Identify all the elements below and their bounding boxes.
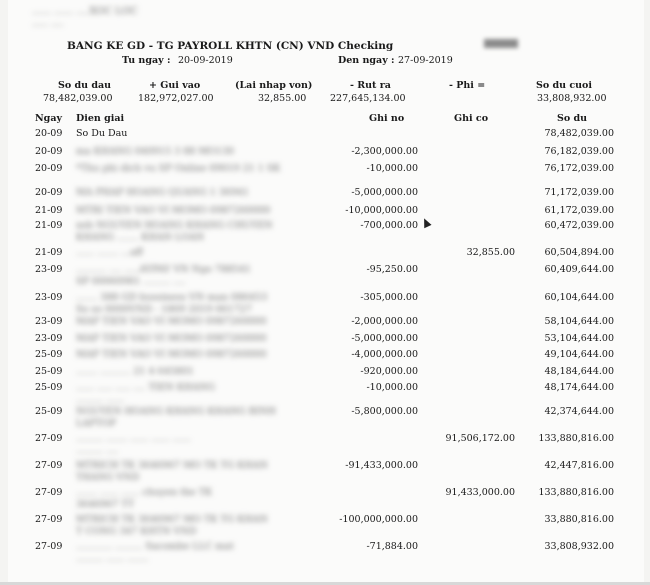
row-date: 20-09: [35, 187, 63, 198]
row-balance: 60,409,644.00: [544, 264, 614, 275]
row-description: MAP TIEN VAO VI MOMO 0987260000: [76, 316, 267, 327]
row-description: ....... 388 GD bussiness VN man 086453: [76, 292, 268, 303]
row-balance: 33,808,932.00: [544, 541, 614, 552]
row-date: 20-09: [35, 163, 63, 174]
row-debit: -10,000,000.00: [345, 205, 418, 216]
row-balance: 61,172,039.00: [544, 205, 614, 216]
row-date: 23-09: [35, 316, 63, 327]
summary-value-deposits: 182,972,027.00: [138, 93, 214, 104]
row-balance: 53,104,644.00: [544, 333, 614, 344]
summary-label-opening: So du dau: [58, 80, 112, 91]
row-debit: -10,000.00: [366, 163, 418, 174]
row-balance: 60,104,644.00: [544, 292, 614, 303]
row-debit: -920,000.00: [360, 366, 418, 377]
row-balance: 76,172,039.00: [544, 163, 614, 174]
row-description: .......... .... .....AYPAY VN Ngo 788541: [76, 264, 252, 275]
row-balance: 42,447,816.00: [544, 460, 614, 471]
row-credit: 91,506,172.00: [445, 433, 515, 444]
row-description-line2: LAPTOP: [76, 418, 117, 429]
column-header-credit: Ghi co: [454, 113, 489, 124]
summary-label-interest: (Lai nhap von): [235, 80, 313, 91]
row-description: MAP TIEN VAO VI MOMO 0987260000: [76, 333, 267, 344]
row-description: ....... ...... ...... chuyen the TK: [76, 487, 213, 498]
column-header-date: Ngay: [35, 113, 63, 124]
row-debit: -4,000,000.00: [351, 349, 418, 360]
row-debit: -10,000.00: [366, 382, 418, 393]
row-description-line2: So so 0000VND - 1809 2019 061727: [76, 304, 252, 315]
summary-label-closing: So du cuoi: [536, 80, 592, 91]
row-date: 25-09: [35, 349, 63, 360]
row-balance: 60,472,039.00: [544, 220, 614, 231]
row-balance: 71,172,039.00: [544, 187, 614, 198]
row-date: 27-09: [35, 460, 63, 471]
statement-page: [8, 0, 644, 585]
row-description-line2: ......... ....: [76, 445, 119, 456]
row-date: 27-09: [35, 541, 63, 552]
statement-title: BANG KE GD - TG PAYROLL KHTN (CN) VND Checking: [67, 40, 394, 52]
row-debit: -305,000.00: [360, 292, 418, 303]
row-date: 23-09: [35, 333, 63, 344]
row-description: MA PHAP HOANG QUANG 1 36941: [76, 187, 249, 198]
summary-label-withdrawals: - Rut ra: [350, 80, 391, 91]
row-balance: 48,184,644.00: [544, 366, 614, 377]
row-description-line2: KHANG ....... KHAN LOAN: [76, 232, 205, 243]
summary-value-interest: 32,855.00: [258, 93, 307, 104]
row-date: 25-09: [35, 406, 63, 417]
row-date: 25-09: [35, 366, 63, 377]
blurred-address-line: ..... ....: [32, 18, 64, 29]
row-credit: 32,855.00: [466, 247, 515, 258]
row-date: 25-09: [35, 382, 63, 393]
row-date: 27-09: [35, 514, 63, 525]
row-description: MTRICH TK 3646967 MO TK TG KHAN: [76, 514, 268, 525]
row-description: NGUYEN HOANG KHANG KHANG BINH: [76, 406, 276, 417]
row-description: ............ ......... Sacombe LLC mat: [76, 541, 234, 552]
to-date-label: Den ngay :: [338, 55, 395, 66]
row-date: 21-09: [35, 247, 63, 258]
row-description: ma KHANG 040915 3 88 MO130: [76, 146, 234, 157]
from-date-value: 20-09-2019: [178, 55, 233, 66]
row-balance: 78,482,039.00: [544, 128, 614, 139]
row-description-line2: T CONG 347 KHTN VND: [76, 526, 197, 537]
summary-value-opening: 78,482,039.00: [43, 93, 113, 104]
row-balance: 42,374,644.00: [544, 406, 614, 417]
row-date: 21-09: [35, 220, 63, 231]
column-header-description: Dien giai: [76, 113, 125, 124]
blurred-company-line: ...... ...... ....XOC LOC: [32, 6, 138, 17]
row-description: MAP TIEN VAO VI MOMO 0987260000: [76, 349, 267, 360]
row-debit: -91,433,000.00: [345, 460, 418, 471]
row-debit: -5,000,000.00: [351, 187, 418, 198]
row-date: 21-09: [35, 205, 63, 216]
row-debit: -2,300,000.00: [351, 146, 418, 157]
row-date: 20-09: [35, 128, 63, 139]
row-description-line2: 3646967 TT: [76, 499, 135, 510]
row-debit: -2,000,000.00: [351, 316, 418, 327]
row-credit: 91,433,000.00: [445, 487, 515, 498]
row-description-line2: SP 00060981 ......... ....: [76, 276, 186, 287]
row-description: xeb NGUYEN HOANG KHANG CHUYEN: [76, 220, 273, 231]
from-date-label: Tu ngay :: [122, 55, 171, 66]
row-balance: 133,880,816.00: [538, 433, 614, 444]
row-description-line2: THANG VND: [76, 472, 140, 483]
row-description: MTRI TIEN VAO VI MOMO 0987260000: [76, 205, 271, 216]
summary-label-deposits: + Gui vao: [149, 80, 201, 91]
row-date: 23-09: [35, 264, 63, 275]
blurred-logo: [484, 39, 518, 48]
row-date: 27-09: [35, 433, 63, 444]
summary-value-closing: 33,808,932.00: [537, 93, 607, 104]
row-date: 23-09: [35, 292, 63, 303]
summary-value-withdrawals: 227,645,134.00: [330, 93, 406, 104]
row-debit: -5,800,000.00: [351, 406, 418, 417]
row-balance: 58,104,644.00: [544, 316, 614, 327]
row-balance: 60,504,894.00: [544, 247, 614, 258]
row-debit: -95,250.00: [366, 264, 418, 275]
column-header-balance: So du: [557, 113, 588, 124]
row-description: *Thu phi dich vu SP Online 09019 21 1 SK: [76, 163, 281, 174]
row-balance: 48,174,644.00: [544, 382, 614, 393]
row-balance: 133,880,816.00: [538, 487, 614, 498]
row-debit: -100,000,000.00: [339, 514, 418, 525]
column-header-debit: Ghi no: [369, 113, 405, 124]
row-description: ...... ..... ..... .... TIEN KHANG: [76, 382, 215, 393]
row-debit: -5,000,000.00: [351, 333, 418, 344]
row-balance: 49,104,644.00: [544, 349, 614, 360]
row-description-line2: ......... ...... .......: [76, 553, 149, 564]
to-date-value: 27-09-2019: [398, 55, 453, 66]
row-description: MTRICH TK 3646967 MO TK TG KHAN: [76, 460, 268, 471]
row-description: So Du Dau: [76, 128, 128, 139]
row-date: 27-09: [35, 487, 63, 498]
row-description-line2: ......... ......: [76, 394, 125, 405]
row-balance: 76,182,039.00: [544, 146, 614, 157]
row-debit: -71,884.00: [366, 541, 418, 552]
row-description: ...... ....... ...aff: [76, 247, 143, 258]
row-description: ......... ....... ...... ...... ......: [76, 433, 191, 444]
row-balance: 33,880,816.00: [544, 514, 614, 525]
mouse-cursor-icon: [420, 217, 431, 229]
row-debit: -700,000.00: [360, 220, 418, 231]
summary-label-fees: - Phi =: [449, 80, 486, 91]
row-description: ....... .......... 21 4 645801: [76, 366, 194, 377]
row-date: 20-09: [35, 146, 63, 157]
